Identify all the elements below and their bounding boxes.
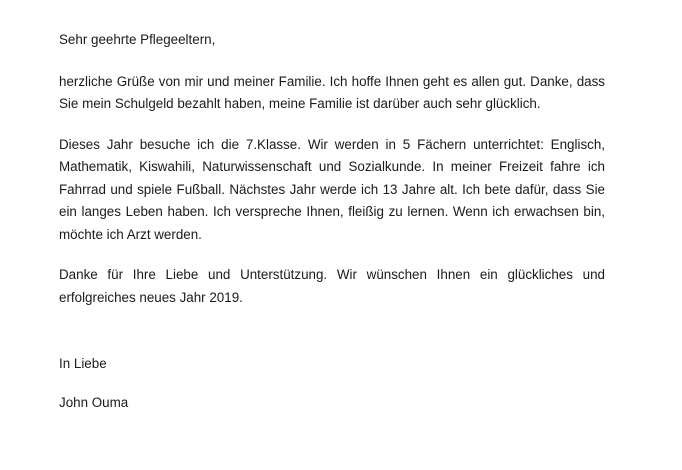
letter-paragraph-3: Danke für Ihre Liebe und Unterstützung. Wir wünschen Ihnen ein glückliches und erfolgreiches neues Jahr 2019.	[59, 267, 605, 305]
letter-signature: John Ouma	[59, 394, 129, 410]
letter-paragraph-2: Dieses Jahr besuche ich die 7.Klasse. Wir werden in 5 Fächern unterrichtet: Englisch, Mathematik, Kiswahili, Naturwissenschaft und Sozialkunde. In meiner Freizeit fahre ich Fahrrad und spiele Fußball. Nächstes Jahr werde ich 13 Jahre alt. Ich bete dafür, dass Sie ein langes Leben haben. Ich verspreche Ihnen, fleißig zu lernen. Wenn ich erwachsen bin, möchte ich Arzt werden.	[59, 136, 605, 242]
letter-greeting: Sehr geehrte Pflegeeltern,	[59, 32, 216, 47]
letter-paragraph-1: herzliche Grüße von mir und meiner Familie. Ich hoffe Ihnen geht es allen gut. Danke, dass Sie mein Schulgeld bezahlt haben, meine Familie ist darüber auch sehr glücklich.	[59, 73, 605, 111]
letter-closing: In Liebe	[59, 356, 107, 371]
letter-body	[59, 29, 605, 414]
